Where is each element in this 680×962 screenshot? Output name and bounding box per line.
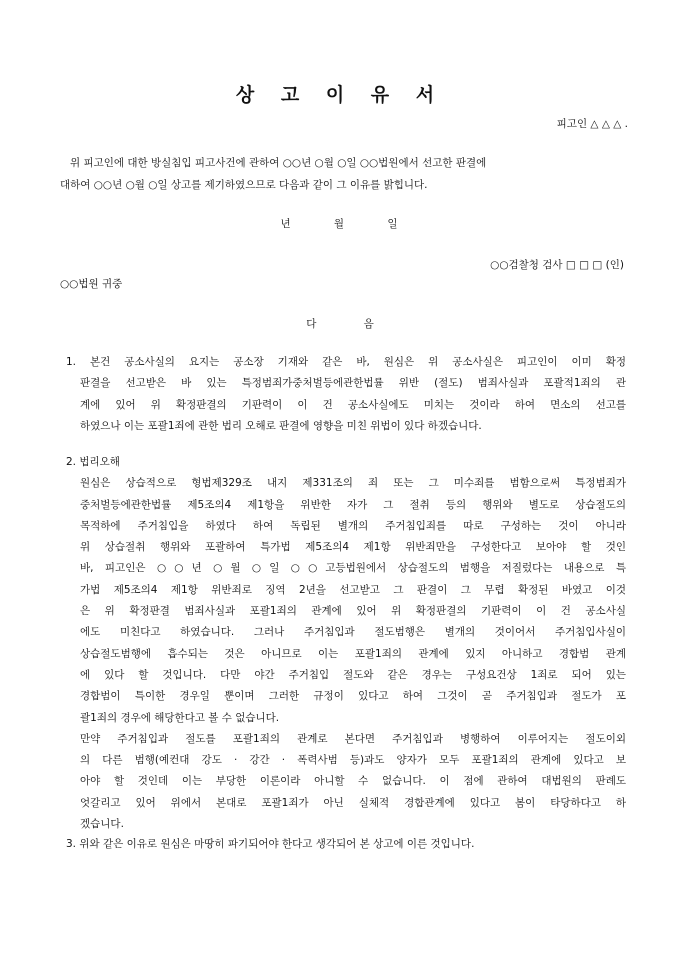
section-heading: 2. 법리오해: [66, 456, 120, 468]
paragraph-line: 에 있다 할 것입니다. 다만 야간 주거침입 절도와 같은 경우는 구성요건상 1죄로 되어 있는: [80, 668, 626, 681]
paragraph-line: 1. 본건 공소사실의 요지는 공소장 기재와 같은 바, 원심은 위 공소사실은 피고인이 이미 확정: [66, 356, 626, 368]
paragraph-line: 원심은 상습적으로 형법제329조 내지 제331조의 죄 또는 그 미수죄를 범함으로써 특정범죄가: [80, 477, 626, 490]
paragraph-line: 상습절도범행에 흡수되는 것은 아니므로 이는 포괄1죄의 관계에 있지 아니하고 경합범 관계: [80, 647, 626, 660]
paragraph-line: 경합범이 특이한 경우일 뿐이며 그러한 규정이 있다고 하여 그것이 곧 주거침입과 절도가 포: [80, 690, 626, 703]
paragraph-line: 목적하에 주거침입을 하였다 하여 독립된 별개의 주거침입죄를 따로 구성하는 것이 아니라: [80, 519, 626, 532]
reason-section-2: [66, 452, 626, 835]
paragraph-line: 에도 미친다고 하였습니다. 그러나 주거침입과 절도범행은 별개의 것이어서 주거침입사실이: [80, 626, 626, 639]
paragraph-line: 아야 할 것인데 이는 부당한 이론이라 아니할 수 없습니다. 이 점에 관하여 대법원의 판례도: [80, 775, 626, 788]
reason-section-3: [66, 834, 626, 855]
paragraph-line: 의 다른 범행(예컨대 강도 · 강간 · 폭력사범 등)과도 양자가 모두 포괄1죄의 관계에 있다고 보: [80, 754, 626, 767]
paragraph-line: 3. 위와 같은 이유로 원심은 마땅히 파기되어야 한다고 생각되어 본 상고에 이른 것입니다.: [66, 838, 475, 850]
paragraph-line: 계에 있어 위 확정판결의 기판력이 이 건 공소사실에도 미치는 것이라 하여 면소의 선고를: [80, 398, 626, 411]
paragraph-line: 엇갈리고 있어 위에서 본대로 포괄1죄가 아닌 실체적 경합관계에 있다고 봄이 타당하다고 하: [80, 796, 626, 809]
paragraph-line: 중처벌등에관한법률 제5조의4 제1항을 위반한 자가 그 절취 등의 행위와 별도로 상습절도의: [80, 498, 626, 511]
reason-section-1: [66, 352, 626, 437]
paragraph-line: 가법 제5조의4 제1항 위반죄로 징역 2년을 선고받고 그 판결이 그 무렵 확정된 바였고 이것: [80, 583, 626, 596]
paragraph-line: 위 상습절취 행위와 포괄하여 특가법 제5조의4 제1항 위반죄만을 구성한다고 보아야 할 것인: [80, 541, 626, 554]
paragraph-line: 바, 피고인은 ○○년 ○월 ○일 ○○고등법원에서 상습절도의 범행을 저질렀다는 내용으로 특: [80, 562, 626, 575]
prosecutor-signature: ○○검찰청 검사 □ □ □ (인): [490, 259, 624, 271]
paragraph-line: 괄1죄의 경우에 해당한다고 볼 수 없습니다.: [80, 711, 280, 724]
paragraph-line: 겠습니다.: [80, 818, 124, 831]
date-line: 년 월 일: [280, 218, 400, 230]
paragraph-line: 은 위 확정판결 범죄사실과 포괄1죄의 관계에 있어 위 확정판결의 기판력이 이 건 공소사실: [80, 605, 626, 618]
intro-line: 대하여 ○○년 ○월 ○일 상고를 제기하였으므로 다음과 같이 그 이유를 밝힙니다.: [60, 179, 428, 191]
document-title: 상 고 이 유 서: [235, 84, 445, 106]
intro-line: 위 피고인에 대한 방실침입 피고사건에 관하여 ○○년 ○월 ○일 ○○법원에서 선고한 판결에: [70, 157, 487, 169]
defendant-line: 피고인 △ △ △ .: [556, 118, 628, 130]
court-addressee: ○○법원 귀중: [60, 278, 123, 290]
paragraph-line: 만약 주거침입과 절도를 포괄1죄의 관계로 본다면 주거침입과 병행하여 이루어지는 절도이외: [80, 732, 626, 745]
paragraph-line: 판결을 선고받은 바 있는 특정범죄가중처벌등에관한법률 위반 (절도) 범죄사실과 포괄적1죄의 관: [80, 377, 626, 390]
section-heading-dagum: 다 음: [306, 318, 374, 330]
intro-paragraph: [60, 152, 624, 196]
paragraph-line: 하였으나 이는 포괄1죄에 관한 법리 오해로 판결에 영향을 미친 위법이 있다 하겠습니다.: [80, 419, 482, 432]
